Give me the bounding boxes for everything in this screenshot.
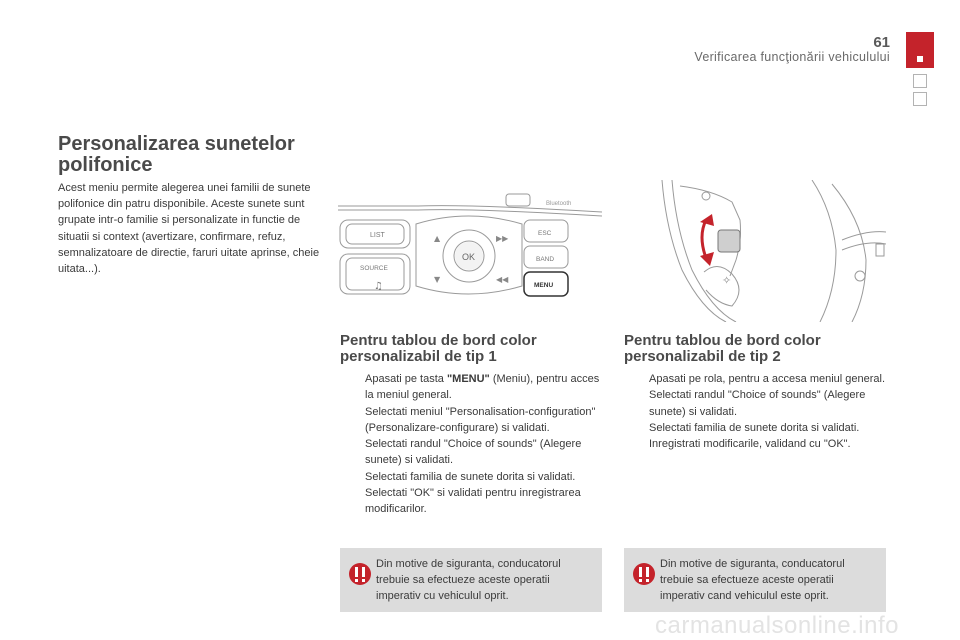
heading-line: Pentru tablou de bord color	[624, 332, 821, 349]
title-line: Personalizarea sunetelor	[58, 133, 295, 155]
chapter-tab-outline	[913, 92, 927, 106]
step-item	[624, 387, 892, 420]
step-text: Selectati randul "Choice of sounds" (Alegere sunete) si validati.	[365, 438, 582, 467]
source-key-label: SOURCE	[360, 265, 388, 272]
step-item	[340, 404, 608, 437]
type2-warning-box	[624, 548, 886, 612]
step-item	[340, 436, 608, 469]
step-text: (Meniu), pentru acces la meniul general.	[365, 373, 600, 402]
step-text: Selectati familia de sunete dorita si validati.	[649, 421, 860, 434]
type1-warning-box	[340, 548, 602, 612]
warning-text: Din motive de siguranta, conducatorul trebuie sa efectueze aceste operatii imperativ cand vehiculul este oprit.	[660, 558, 845, 602]
step-item	[340, 371, 608, 404]
type2-steps	[624, 371, 892, 452]
esc-key-label: ESC	[538, 230, 552, 237]
step-text: Selectati meniul "Personalisation-configuration" (Personalizare-configurare) si validati.	[365, 405, 596, 434]
chapter-tab-active	[906, 32, 934, 68]
audio-panel-illustration	[338, 186, 602, 310]
step-item	[624, 420, 892, 436]
step-text: Apasati pe rola, pentru a accesa meniul general.	[649, 373, 886, 385]
section-title	[58, 134, 328, 176]
bluetooth-label: Bluetooth	[546, 201, 572, 207]
warning-text: Din motive de siguranta, conducatorul trebuie sa efectueze aceste operatii imperativ cu vehiculul oprit.	[376, 558, 561, 602]
heading-line: personalizabil de tip 2	[624, 348, 781, 365]
down-arrow-icon: ▼	[434, 275, 441, 284]
running-head: Verificarea funcţionării vehiculului	[694, 50, 890, 64]
heading-line: Pentru tablou de bord color	[340, 332, 537, 349]
intro-paragraph: Acest meniu permite alegerea unei familii de sunete polifonice din patru disponibile. Aceste sunete sunt grupate intr-o familie si personalizate in functie de situatii si context (avertizare, confirmare, refuz, semnalizatoare de directie, faruri uitate aprinse, cheie uitata...).	[58, 182, 320, 276]
sparkle-icon: ✧	[722, 274, 732, 287]
step-text: Selectati randul "Choice of sounds" (Alegere sunete) si validati.	[649, 389, 866, 418]
chapter-tab-outline	[913, 74, 927, 88]
rewind-icon: ◀◀	[496, 275, 509, 284]
step-text: Selectati "OK" si validati pentru inregistrarea modificarilor.	[365, 487, 581, 516]
step-text: Selectati familia de sunete dorita si validati.	[365, 470, 576, 483]
type1-steps	[340, 371, 608, 518]
ok-key-label: OK	[462, 252, 476, 262]
step-text: Apasati pe tasta	[365, 373, 447, 385]
title-line: polifonice	[58, 154, 153, 176]
list-key-label: LIST	[370, 232, 385, 239]
type1-heading	[340, 333, 537, 365]
heading-line: personalizabil de tip 1	[340, 348, 497, 365]
steering-control-illustration	[622, 180, 886, 322]
step-item	[624, 436, 892, 452]
page-number: 61	[873, 34, 890, 51]
type2-heading	[624, 333, 821, 365]
step-item	[340, 469, 608, 485]
step-item	[340, 485, 608, 518]
watermark: carmanualsonline.info	[655, 612, 899, 639]
band-key-label: BAND	[536, 256, 555, 263]
forward-icon: ▶▶	[496, 234, 509, 243]
step-text: Inregistrati modificarile, validand cu "OK".	[649, 438, 851, 451]
menu-key-label: MENU	[534, 282, 554, 289]
up-arrow-icon: ▲	[434, 234, 441, 243]
step-item	[624, 371, 892, 387]
music-note-icon: ♫	[374, 281, 383, 292]
exclamation-icon	[632, 562, 656, 586]
step-key-name: "MENU"	[446, 373, 490, 385]
exclamation-icon	[348, 562, 372, 586]
